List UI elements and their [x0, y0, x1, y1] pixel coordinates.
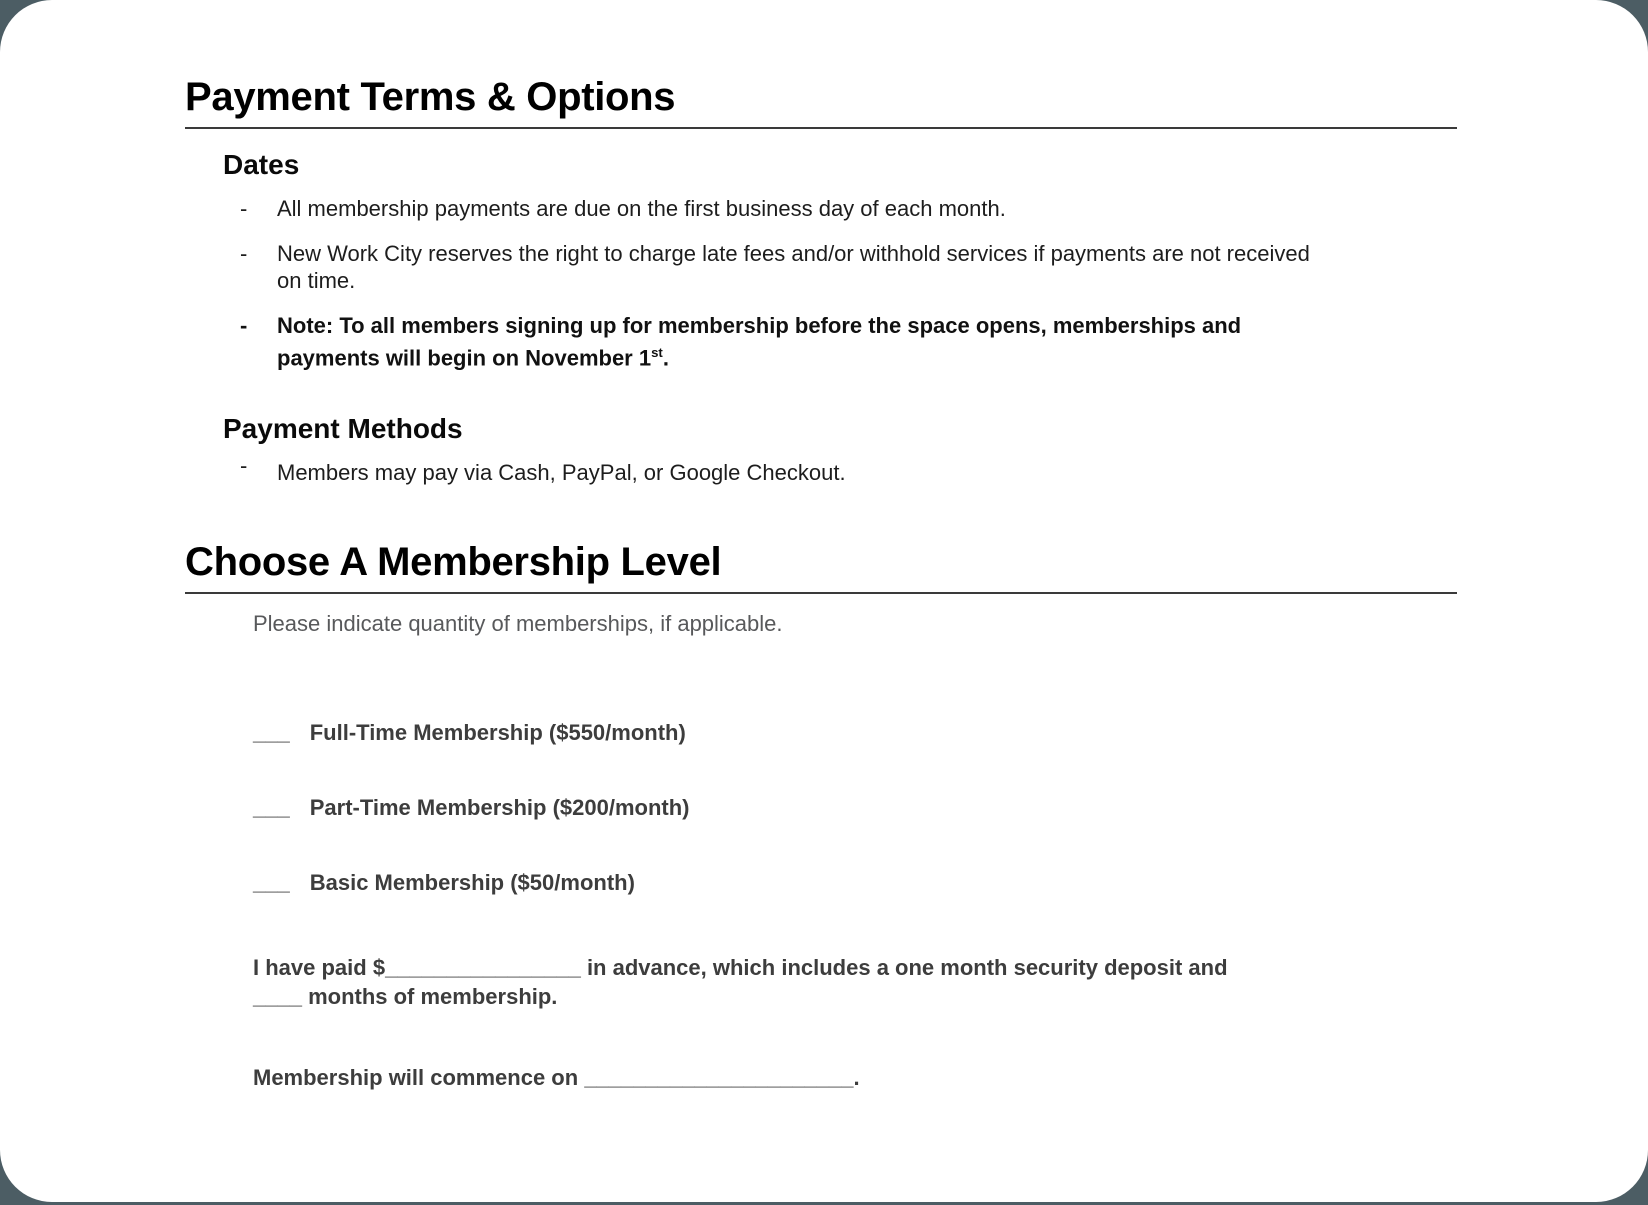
option-part-time [253, 794, 1457, 821]
amount-blank: ________________ [385, 955, 581, 981]
option-label: Part-Time Membership ($200/month) [309, 795, 690, 821]
months-blank: ____ [253, 984, 302, 1010]
dash-bullet: - [240, 196, 248, 221]
advance-middle: in advance, which includes a one month security deposit and [580, 955, 1228, 981]
advance-payment-statement [253, 953, 1263, 1011]
dash-bullet: - [240, 313, 248, 338]
option-basic [253, 869, 1457, 896]
dash-bullet: - [240, 453, 248, 479]
list-item [240, 453, 1457, 486]
document-content [185, 76, 1457, 1091]
note-text: Note: To all members signing up for membership before the space opens, memberships and payments will begin on November 1 [277, 313, 1242, 371]
membership-intro: Please indicate quantity of memberships, if applicable. [253, 611, 783, 637]
list-item [240, 195, 1457, 222]
list-item [240, 240, 1457, 294]
dash-bullet: - [240, 241, 248, 266]
membership-level-title: Choose A Membership Level [185, 541, 1457, 594]
section-payment-terms [185, 76, 1457, 486]
quantity-blank: ___ [253, 795, 290, 821]
date-blank: ______________________ [584, 1065, 854, 1091]
bullet-text: All membership payments are due on the first business day of each month. [277, 196, 1006, 221]
quantity-blank: ___ [253, 870, 290, 896]
note-period: . [662, 345, 669, 371]
list-item-note [240, 312, 1457, 371]
bullet-text: Members may pay via Cash, PayPal, or Google Checkout. [277, 460, 846, 486]
membership-options [185, 719, 1457, 896]
ordinal-superscript: st [651, 345, 663, 360]
bullet-text: New Work City reserves the right to charge late fees and/or withhold services if payments are not received on time. [277, 241, 1310, 293]
commence-period: . [853, 1065, 860, 1091]
option-label: Basic Membership ($50/month) [309, 870, 635, 896]
payment-methods-bullet-list [240, 453, 1457, 486]
commence-prefix: Membership will commence on [253, 1065, 585, 1091]
payment-methods-heading: Payment Methods [223, 413, 463, 445]
dates-bullet-list [240, 195, 1457, 371]
dates-heading: Dates [223, 149, 300, 180]
quantity-blank: ___ [253, 720, 290, 746]
option-full-time [253, 719, 1457, 746]
advance-prefix: I have paid $ [253, 955, 386, 981]
section-membership-level [185, 541, 1457, 1091]
option-label: Full-Time Membership ($550/month) [309, 720, 686, 746]
commence-statement [253, 1064, 1457, 1091]
payment-terms-title: Payment Terms & Options [185, 76, 1457, 129]
bullet-text [277, 312, 1277, 371]
advance-suffix: months of membership. [301, 984, 558, 1010]
